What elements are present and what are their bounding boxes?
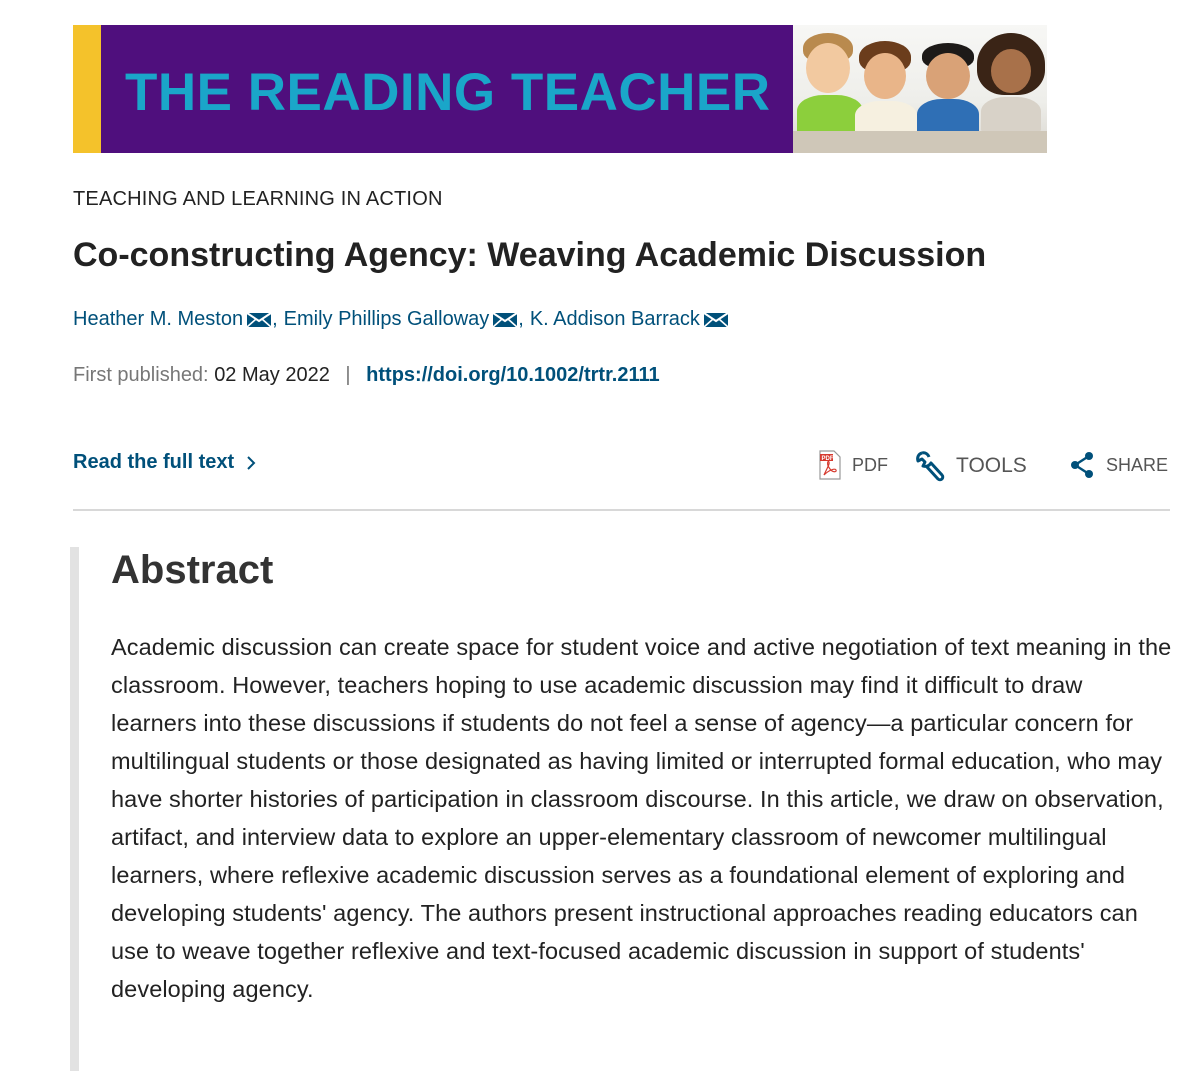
first-published-label: First published: (73, 364, 209, 386)
read-full-text-label: Read the full text (73, 451, 235, 473)
abstract-text: Academic discussion can create space for student voice and active negotiation of text meaning in the classroom. However, teachers hoping to use academic discussion may find it difficult to draw learners into these discussions if students do not feel a sense of agency—a particular concern for multilingual students or those designated as having limited or interrupted formal education, who may have shorter histories of participation in classroom discourse. In this article, we draw on observation, artifact, and interview data to explore an upper-elementary classroom of newcomer multilingual learners, where reflexive academic discussion serves as a foundational element of exploring and developing students' agency. The authors present instructional approaches reading educators can use to weave together reflexive and text-focused academic discussion in support of students' developing agency. (111, 634, 1172, 1002)
chevron-right-icon (246, 455, 256, 471)
author-link[interactable] (284, 308, 519, 331)
author-link[interactable] (530, 308, 729, 331)
wrench-icon (914, 450, 946, 482)
author-link[interactable] (73, 308, 272, 331)
share-icon (1068, 450, 1096, 480)
author-name: Emily Phillips Galloway (283, 308, 490, 330)
tools-button[interactable] (914, 450, 1027, 482)
mail-icon[interactable] (703, 311, 729, 329)
mail-icon[interactable] (246, 311, 272, 329)
author-name: Heather M. Meston (73, 308, 244, 330)
banner-photo-floor (793, 131, 1047, 153)
author-separator: , (518, 308, 524, 330)
tools-label: TOOLS (956, 454, 1027, 477)
share-button[interactable] (1068, 450, 1168, 480)
publication-separator: | (345, 364, 351, 386)
share-label: SHARE (1106, 454, 1169, 475)
section-label: TEACHING AND LEARNING IN ACTION (73, 188, 443, 210)
pdf-label: PDF (852, 454, 888, 475)
doi-link[interactable]: https://doi.org/10.1002/trtr.2111 (366, 364, 660, 386)
pdf-button[interactable] (818, 450, 888, 480)
mail-icon[interactable] (492, 311, 518, 329)
author-name: K. Addison Barrack (529, 308, 700, 330)
publication-info (73, 364, 660, 387)
svg-text:PDF: PDF (821, 456, 834, 462)
article-title: Co-constructing Agency: Weaving Academic Discussion (73, 236, 987, 274)
abstract-side-rule (70, 547, 79, 1071)
pdf-icon (818, 450, 842, 480)
journal-banner[interactable] (73, 25, 1047, 153)
abstract-heading: Abstract (111, 548, 274, 592)
author-separator: , (272, 308, 278, 330)
journal-title: THE READING TEACHER (125, 63, 771, 122)
banner-photo-children (793, 25, 1047, 153)
banner-stripe (73, 25, 101, 153)
author-list (73, 308, 729, 331)
read-full-text-link[interactable] (73, 451, 256, 474)
section-divider (73, 509, 1170, 511)
publication-date: 02 May 2022 (214, 364, 330, 386)
